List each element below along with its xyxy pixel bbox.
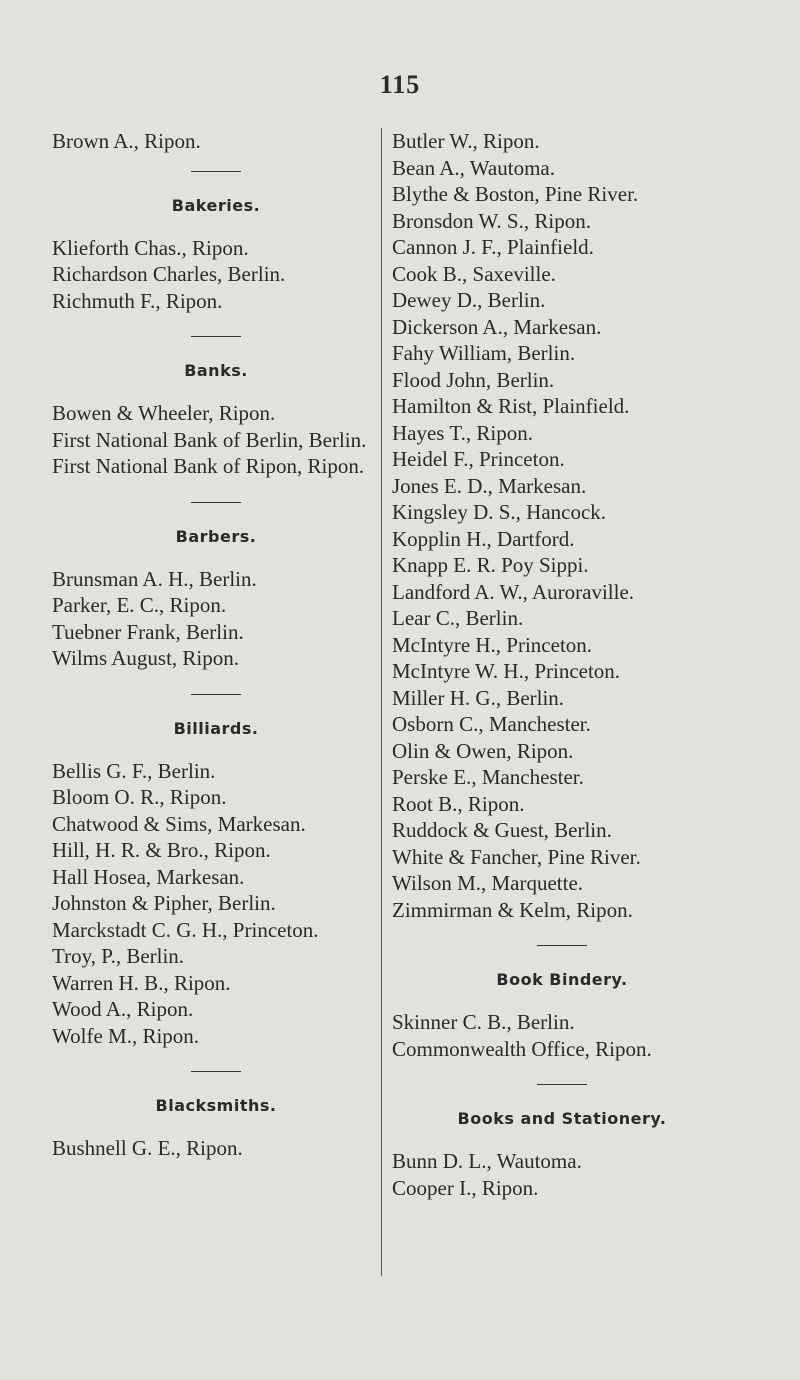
directory-entry: Landford A. W., Auroraville. [392,579,635,604]
directory-entry: Cook B., Saxeville. [392,261,556,286]
section-banks [52,336,380,480]
directory-entry: Perske E., Manchester. [392,765,584,789]
directory-entry: Hayes T., Ripon. [392,420,533,445]
directory-entry: Blythe & Boston, Pine River. [392,182,639,206]
left-column [52,128,380,1162]
section-blacksmiths [52,1071,380,1162]
column-divider [381,128,382,1276]
section-books-and-stationery [392,1084,732,1201]
directory-entry: Tuebner Frank, Berlin. [52,619,244,644]
directory-entry: Bellis G. F., Berlin. [52,758,216,783]
directory-entry: Flood John, Berlin. [392,367,555,392]
section-rule [537,1084,587,1085]
section-rule [537,945,587,946]
directory-entry: First National Bank of Ripon, Ripon. [52,454,365,478]
section-rule [191,694,241,695]
section-barbers [52,502,380,672]
directory-entry: Richmuth F., Ripon. [52,288,223,313]
directory-entry: Bloom O. R., Ripon. [52,785,227,809]
section-bakeries [52,171,380,315]
directory-entry: Wilms August, Ripon. [52,646,240,670]
directory-entry: Heidel F., Princeton. [392,447,565,471]
section-book-bindery [392,945,732,1062]
directory-entry: Skinner C. B., Berlin. [392,1010,575,1034]
directory-entry: Bowen & Wheeler, Ripon. [52,401,276,425]
directory-entry: Johnston & Pipher, Berlin. [52,891,276,915]
directory-entry: Klieforth Chas., Ripon. [52,235,249,260]
directory-entry: Marckstadt C. G. H., Princeton. [52,917,319,942]
directory-entry: McIntyre W. H., Princeton. [392,659,621,683]
directory-entry: Bushnell G. E., Ripon. [52,1136,243,1160]
section-billiards [52,694,380,1050]
directory-entry: Fahy William, Berlin. [392,341,576,365]
directory-entry: Hill, H. R. & Bro., Ripon. [52,838,271,862]
directory-entry: Warren H. B., Ripon. [52,970,231,995]
directory-entry: Kingsley D. S., Hancock. [392,500,607,524]
directory-entry: Brown A., Ripon. [52,129,201,153]
directory-entry: Dewey D., Berlin. [392,288,546,312]
directory-entry: Wood A., Ripon. [52,997,194,1021]
directory-entry: Miller H. G., Berlin. [392,685,565,710]
page-number: 115 [379,70,421,99]
directory-entry: Knapp E. R. Poy Sippi. [392,553,589,577]
right-column [392,128,732,1201]
directory-entry: Hamilton & Rist, Plainfield. [392,394,630,418]
directory-entry: Root B., Ripon. [392,791,525,816]
directory-entry: Jones E. D., Markesan. [392,473,587,498]
directory-entry: Dickerson A., Markesan. [392,314,602,339]
directory-entry: Zimmirman & Kelm, Ripon. [392,897,633,922]
directory-entry: Ruddock & Guest, Berlin. [392,818,612,842]
section-heading: Bakeries. [171,195,261,215]
directory-entry: Richardson Charles, Berlin. [52,262,286,286]
directory-entry: Bronsdon W. S., Ripon. [392,208,591,233]
directory-entry: Butler W., Ripon. [392,129,540,153]
directory-entry: Commonwealth Office, Ripon. [392,1036,652,1061]
directory-entry: Wolfe M., Ripon. [52,1023,200,1048]
section-heading: Barbers. [175,526,257,546]
directory-entry: Troy, P., Berlin. [52,944,185,968]
directory-entry: First National Bank of Berlin, Berlin. [52,427,367,452]
section-heading: Book Bindery. [496,970,628,989]
directory-entry: Bean A., Wautoma. [392,155,555,180]
directory-entry: McIntyre H., Princeton. [392,632,593,657]
left-top-entries [52,128,380,155]
right-top-entries [392,128,732,923]
section-rule [191,336,241,337]
directory-entry: Cannon J. F., Plainfield. [392,235,594,259]
directory-entry: Osborn C., Manchester. [392,712,591,736]
directory-entry: Hall Hosea, Markesan. [52,864,245,889]
section-heading: Billiards. [173,718,259,738]
directory-entry: White & Fancher, Pine River. [392,844,641,869]
section-rule [191,171,241,172]
directory-entry: Olin & Owen, Ripon. [392,738,574,763]
section-rule [191,502,241,503]
directory-entry: Bunn D. L., Wautoma. [392,1149,582,1173]
section-heading: Blacksmiths. [155,1096,277,1115]
section-heading: Banks. [184,361,248,380]
directory-entry: Kopplin H., Dartford. [392,526,575,551]
directory-entry: Wilson M., Marquette. [392,871,584,895]
directory-entry: Parker, E. C., Ripon. [52,593,227,617]
directory-entry: Brunsman A. H., Berlin. [52,566,257,591]
directory-entry: Chatwood & Sims, Markesan. [52,811,306,836]
directory-entry: Cooper I., Ripon. [392,1175,539,1200]
section-rule [191,1071,241,1072]
directory-entry: Lear C., Berlin. [392,606,524,630]
section-heading: Books and Stationery. [457,1109,667,1128]
